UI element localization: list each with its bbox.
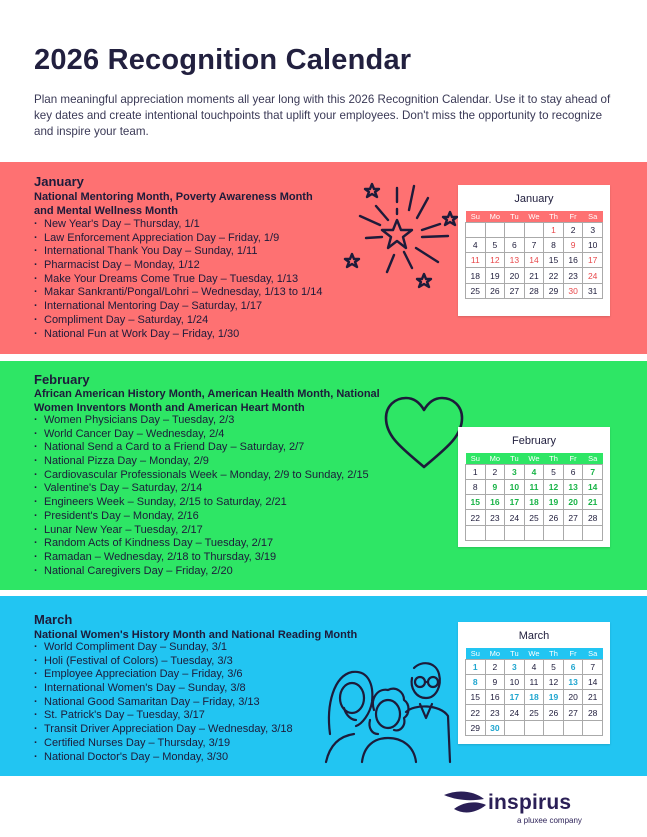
calendar-day: 14 <box>524 253 544 268</box>
calendar-day: 3 <box>583 222 603 237</box>
event-item: · International Thank You Day – Sunday, 1/11 <box>34 245 322 259</box>
calendar-day: 27 <box>563 705 583 720</box>
calendar-day: 16 <box>485 690 505 705</box>
calendar-day: 8 <box>544 237 564 252</box>
calendar-day: 17 <box>583 253 603 268</box>
weekday-header <box>466 211 603 222</box>
calendar-day: 19 <box>544 690 564 705</box>
calendar-week <box>466 268 603 283</box>
event-item: · International Women's Day – Sunday, 3/8 <box>34 682 293 696</box>
calendar-title: January <box>514 193 554 205</box>
calendar-day: 11 <box>524 674 544 689</box>
calendar-day: 25 <box>524 510 544 525</box>
calendar-day: 26 <box>544 510 564 525</box>
calendar-grid <box>465 453 603 541</box>
weekday-label: We <box>524 211 544 222</box>
event-item: · National Send a Card to a Friend Day – Saturday, 2/7 <box>34 441 369 455</box>
calendar-day: 14 <box>583 674 603 689</box>
event-item: · Compliment Day – Saturday, 1/24 <box>34 314 322 328</box>
calendar-day: 8 <box>466 674 486 689</box>
calendar-day: 24 <box>505 705 525 720</box>
calendar-day: 20 <box>563 690 583 705</box>
event-item: · Ramadan – Wednesday, 2/18 to Thursday, 3/19 <box>34 551 369 565</box>
calendar-day: 2 <box>563 222 583 237</box>
intro-text: Plan meaningful appreciation moments all year long with this 2026 Recognition Calendar. Use it to stay ahead of key dates and create intentional touchpoints that uplift your employees. Don't miss the opportunity to recognize and inspire your team. <box>34 93 611 138</box>
weekday-label: Sa <box>583 211 603 222</box>
calendar-day: 27 <box>505 283 525 298</box>
calendar-day: 5 <box>485 237 505 252</box>
event-item: · National Caregivers Day – Friday, 2/20 <box>34 565 369 579</box>
event-item: · Cardiovascular Professionals Week – Monday, 2/9 to Sunday, 2/15 <box>34 469 369 483</box>
calendar-day: 1 <box>466 659 486 674</box>
event-list <box>34 414 369 578</box>
weekday-label: We <box>524 648 544 659</box>
calendar-day: 9 <box>485 674 505 689</box>
calendar-day: 19 <box>544 495 564 510</box>
calendar-grid <box>465 648 603 736</box>
calendar-day: 11 <box>524 479 544 494</box>
calendar-day: 19 <box>485 268 505 283</box>
calendar-day <box>485 525 505 540</box>
weekday-label: Mo <box>485 453 505 464</box>
calendar-week <box>466 674 603 689</box>
calendar-day: 2 <box>485 464 505 479</box>
event-list <box>34 641 293 764</box>
calendar-week <box>466 659 603 674</box>
calendar-week <box>466 222 603 237</box>
calendar-day: 10 <box>505 674 525 689</box>
calendar-day: 21 <box>583 495 603 510</box>
calendar-day <box>485 222 505 237</box>
calendar-week <box>466 690 603 705</box>
event-item: · World Cancer Day – Wednesday, 2/4 <box>34 428 369 442</box>
calendar-week <box>466 237 603 252</box>
event-item: · President's Day – Monday, 2/16 <box>34 510 369 524</box>
calendar-day: 18 <box>524 495 544 510</box>
calendar-days <box>466 659 603 735</box>
calendar-day: 5 <box>544 464 564 479</box>
calendar-day: 18 <box>466 268 486 283</box>
weekday-label: Th <box>544 648 564 659</box>
month-themes: National Mentoring Month, Poverty Awareness Month and Mental Wellness Month <box>34 191 313 217</box>
calendar-day <box>583 525 603 540</box>
calendar-day: 4 <box>524 464 544 479</box>
weekday-header <box>466 453 603 464</box>
event-item: · Women Physicians Day – Tuesday, 2/3 <box>34 414 369 428</box>
calendar-day <box>544 720 564 735</box>
calendar-day: 18 <box>524 690 544 705</box>
calendar-day: 28 <box>583 510 603 525</box>
calendar-day: 12 <box>544 479 564 494</box>
event-item: · Make Your Dreams Come True Day – Tuesday, 1/13 <box>34 273 322 287</box>
calendar-week <box>466 283 603 298</box>
event-item: · Employee Appreciation Day – Friday, 3/6 <box>34 668 293 682</box>
march-calendar <box>458 622 610 744</box>
calendar-day: 8 <box>466 479 486 494</box>
calendar-day: 5 <box>544 659 564 674</box>
weekday-label: We <box>524 453 544 464</box>
calendar-day <box>505 720 525 735</box>
calendar-week <box>466 253 603 268</box>
people-icon <box>322 654 452 769</box>
event-item: · St. Patrick's Day – Tuesday, 3/17 <box>34 709 293 723</box>
event-item: · Certified Nurses Day – Thursday, 3/19 <box>34 737 293 751</box>
calendar-day: 3 <box>505 464 525 479</box>
calendar-day <box>544 525 564 540</box>
month-themes: National Women's History Month and National Reading Month <box>34 629 358 641</box>
month-themes: African American History Month, American Health Month, National Women Inventors Month and American Heart Month <box>34 388 380 414</box>
calendar-week <box>466 510 603 525</box>
calendar-week <box>466 495 603 510</box>
calendar-day: 7 <box>583 659 603 674</box>
calendar-day: 6 <box>563 659 583 674</box>
calendar-day: 4 <box>524 659 544 674</box>
brand-tagline: a pluxee company <box>517 816 582 825</box>
weekday-label: Tu <box>505 648 525 659</box>
calendar-day: 7 <box>583 464 603 479</box>
calendar-day: 15 <box>544 253 564 268</box>
calendar-day: 4 <box>466 237 486 252</box>
calendar-day: 25 <box>524 705 544 720</box>
event-item: · Valentine's Day – Saturday, 2/14 <box>34 482 369 496</box>
event-item: · Transit Driver Appreciation Day – Wednesday, 3/18 <box>34 723 293 737</box>
calendar-day: 24 <box>505 510 525 525</box>
calendar-day: 12 <box>485 253 505 268</box>
event-item: · National Doctor's Day – Monday, 3/30 <box>34 751 293 765</box>
calendar-day: 22 <box>466 705 486 720</box>
weekday-label: Su <box>466 453 486 464</box>
calendar-day: 23 <box>485 705 505 720</box>
calendar-day: 24 <box>583 268 603 283</box>
calendar-day: 21 <box>524 268 544 283</box>
calendar-day: 7 <box>524 237 544 252</box>
calendar-days <box>466 464 603 540</box>
calendar-day: 29 <box>466 720 486 735</box>
calendar-day <box>563 525 583 540</box>
calendar-week <box>466 464 603 479</box>
weekday-label: Sa <box>583 648 603 659</box>
january-calendar <box>458 185 610 316</box>
calendar-day <box>583 720 603 735</box>
calendar-day: 9 <box>485 479 505 494</box>
calendar-week <box>466 525 603 540</box>
calendar-day: 27 <box>563 510 583 525</box>
calendar-day: 28 <box>524 283 544 298</box>
calendar-day: 25 <box>466 283 486 298</box>
february-section <box>0 361 647 590</box>
calendar-day: 13 <box>563 479 583 494</box>
calendar-day: 3 <box>505 659 525 674</box>
calendar-day: 15 <box>466 495 486 510</box>
weekday-label: Fr <box>563 453 583 464</box>
weekday-label: Mo <box>485 211 505 222</box>
month-title: January <box>34 174 84 189</box>
event-list <box>34 218 322 341</box>
calendar-day <box>505 525 525 540</box>
weekday-header <box>466 648 603 659</box>
weekday-label: Fr <box>563 211 583 222</box>
calendar-day: 16 <box>485 495 505 510</box>
month-title: March <box>34 612 73 627</box>
calendar-day: 29 <box>544 283 564 298</box>
event-item: · International Mentoring Day – Saturday, 1/17 <box>34 300 322 314</box>
brand-logo-text: inspirus <box>488 791 572 814</box>
calendar-day: 15 <box>466 690 486 705</box>
calendar-week <box>466 479 603 494</box>
calendar-day: 10 <box>505 479 525 494</box>
calendar-day: 30 <box>485 720 505 735</box>
calendar-day <box>466 222 486 237</box>
calendar-day: 1 <box>466 464 486 479</box>
calendar-day: 22 <box>466 510 486 525</box>
calendar-day: 31 <box>583 283 603 298</box>
event-item: · National Pizza Day – Monday, 2/9 <box>34 455 369 469</box>
weekday-label: Su <box>466 648 486 659</box>
calendar-day: 2 <box>485 659 505 674</box>
event-item: · Law Enforcement Appreciation Day – Friday, 1/9 <box>34 232 322 246</box>
calendar-day: 16 <box>563 253 583 268</box>
event-item: · Pharmacist Day – Monday, 1/12 <box>34 259 322 273</box>
calendar-day: 26 <box>485 283 505 298</box>
calendar-day: 20 <box>563 495 583 510</box>
calendar-day <box>524 222 544 237</box>
calendar-week <box>466 720 603 735</box>
calendar-day: 23 <box>485 510 505 525</box>
event-item: · Engineers Week – Sunday, 2/15 to Saturday, 2/21 <box>34 496 369 510</box>
calendar-day: 9 <box>563 237 583 252</box>
weekday-label: Tu <box>505 453 525 464</box>
calendar-day: 6 <box>563 464 583 479</box>
event-item: · Makar Sankranti/Pongal/Lohri – Wednesday, 1/13 to 1/14 <box>34 286 322 300</box>
calendar-day: 17 <box>505 495 525 510</box>
page-title: 2026 Recognition Calendar <box>34 44 412 76</box>
calendar-title: February <box>511 435 557 447</box>
event-item: · New Year's Day – Thursday, 1/1 <box>34 218 322 232</box>
calendar-day: 11 <box>466 253 486 268</box>
calendar-day: 1 <box>544 222 564 237</box>
weekday-label: Su <box>466 211 486 222</box>
calendar-day: 30 <box>563 283 583 298</box>
calendar-day: 20 <box>505 268 525 283</box>
event-item: · National Fun at Work Day – Friday, 1/30 <box>34 328 322 342</box>
event-item: · National Good Samaritan Day – Friday, 3/13 <box>34 696 293 710</box>
calendar-day: 13 <box>563 674 583 689</box>
calendar-grid <box>465 211 603 299</box>
calendar-day: 10 <box>583 237 603 252</box>
calendar-day: 6 <box>505 237 525 252</box>
event-item: · Lunar New Year – Tuesday, 2/17 <box>34 524 369 538</box>
march-section <box>0 596 647 776</box>
calendar-day <box>505 222 525 237</box>
january-section <box>0 162 647 354</box>
calendar-day <box>466 525 486 540</box>
february-calendar <box>458 427 610 547</box>
calendar-week <box>466 705 603 720</box>
calendar-day: 22 <box>544 268 564 283</box>
weekday-label: Tu <box>505 211 525 222</box>
heart-icon <box>383 395 465 471</box>
calendar-day: 28 <box>583 705 603 720</box>
event-item: · Holi (Festival of Colors) – Tuesday, 3/3 <box>34 655 293 669</box>
fireworks-icon <box>338 180 460 292</box>
weekday-label: Fr <box>563 648 583 659</box>
calendar-day: 12 <box>544 674 564 689</box>
calendar-day: 13 <box>505 253 525 268</box>
calendar-day: 14 <box>583 479 603 494</box>
event-item: · World Compliment Day – Sunday, 3/1 <box>34 641 293 655</box>
month-title: February <box>34 372 90 387</box>
calendar-day: 23 <box>563 268 583 283</box>
weekday-label: Sa <box>583 453 603 464</box>
calendar-day: 21 <box>583 690 603 705</box>
calendar-title: March <box>518 630 550 642</box>
calendar-day: 26 <box>544 705 564 720</box>
weekday-label: Th <box>544 453 564 464</box>
event-item: · Random Acts of Kindness Day – Tuesday, 2/17 <box>34 537 369 551</box>
calendar-day <box>524 720 544 735</box>
calendar-day <box>563 720 583 735</box>
calendar-days <box>466 222 603 298</box>
weekday-label: Th <box>544 211 564 222</box>
calendar-day: 17 <box>505 690 525 705</box>
weekday-label: Mo <box>485 648 505 659</box>
calendar-day <box>524 525 544 540</box>
